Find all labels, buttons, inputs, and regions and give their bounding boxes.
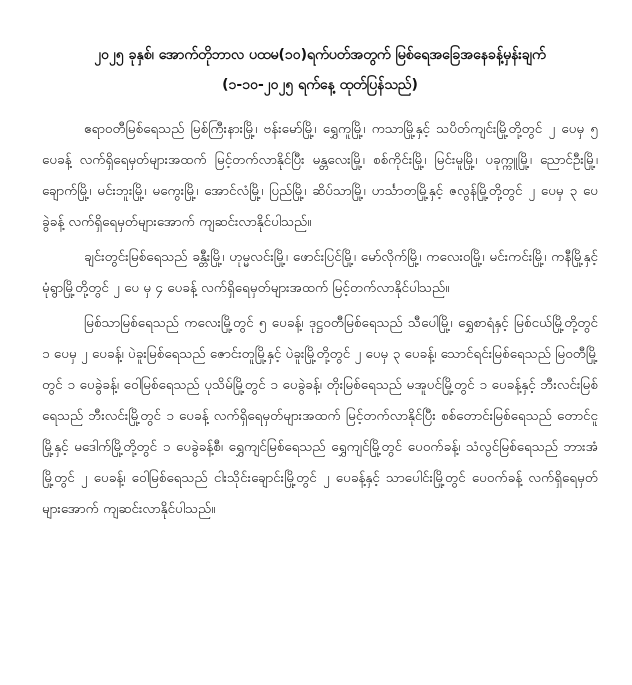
- document-title: ၂၀၂၅ ခုနှစ်၊ အောက်တိုဘာလ ပထမ(၁၀)ရက်ပတ်အတွက် မြစ်ရေအခြေအနေခန့်မှန်းချက်: [94, 47, 546, 63]
- paragraph-other-rivers: မြစ်သာမြစ်ရေသည် ကလေးမြို့တွင် ၅ ပေခန့်၊ ဒုဋ္ဌဝတီမြစ်ရေသည် သီပေါမြို့၊ ရွှေစာရံနှင့် မြစ်ငယ်မြို့တို့တွင် ၁ ပေမှ ၂ ပေခန့်၊ ပဲခူးမြစ်ရေသည် ဇောင်းတူမြို့နှင့် ပဲခူးမြို့တို့တွင် ၂ ပေမှ ၃ ပေခန့်၊ သောင်ရင်းမြစ်ရေသည် မြဝတီမြို့တွင် ၁ ပေခွဲခန့်၊ ဝေါမြစ်ရေသည် ပုသိမ်မြို့တွင် ၁ ပေခွဲခန့်၊ တိုးမြစ်ရေသည် မအူပင်မြို့တွင် ၁ ပေခန့်နှင့် ဘီးလင်းမြစ်ရေသည် ဘီးလင်းမြို့တွင် ၁ ပေခန့် လက်ရှိရေမှတ်များအထက် မြင့်တက်လာနိုင်ပြီး စစ်တောင်းမြစ်ရေသည် တောင်ငူမြို့နှင့် မဒေါက်မြို့တို့တွင် ၁ ပေခွဲခန့်စီ၊ ရွှေကျင်မြစ်ရေသည် ရွှေကျင်မြို့တွင် ပေဝက်ခန့်၊ သံလွင်မြစ်ရေသည် ဘားအံမြို့တွင် ၂ ပေခန့်၊ ဝေါမြစ်ရေသည် ငါးသိုင်းချောင်းမြို့တွင် ၂ ပေခန့်နှင့် သာပေါင်းမြို့တွင် ပေဝက်ခန့် လက်ရှိရေမှတ်များအောက် ကျဆင်းလာနိုင်ပါသည်။: [42, 315, 598, 517]
- paragraph-ayeyarwady: ဧရာဝတီမြစ်ရေသည် မြစ်ကြီးနားမြို့၊ ဗန်းမော်မြို့၊ ရွှေကူမြို့၊ ကသာမြို့နှင့် သပိတ်ကျင်းမြို့တို့တွင် ၂ ပေမှ ၅ ပေခန့် လက်ရှိရေမှတ်များအထက် မြင့်တက်လာနိုင်ပြီး မန္တလေးမြို့၊ စစ်ကိုင်းမြို့၊ မြင်းမူမြို့၊ ပခုက္ကူမြို့၊ ညောင်ဦးမြို့၊ ချောက်မြို့၊ မင်းဘူးမြို့၊ မကွေးမြို့၊ အောင်လံမြို့၊ ပြည်မြို့၊ ဆိပ်သာမြို့၊ ဟင်္သာတမြို့နှင့် ဇလွန်မြို့တို့တွင် ၂ ပေမှ ၃ ပေခွဲခန့် လက်ရှိရေမှတ်များအောက် ကျဆင်းလာနိုင်ပါသည်။: [42, 121, 598, 230]
- document-subtitle: (၁-၁၀-၂၀၂၅ ရက်နေ့ ထုတ်ပြန်သည်): [222, 77, 418, 93]
- paragraph-chindwin: ချင်းတွင်းမြစ်ရေသည် ခန္တီးမြို့၊ ဟုမ္မလင်းမြို့၊ ဖောင်းပြင်မြို့၊ မော်လိုက်မြို့၊ ကလေးဝမြို့၊ မင်းကင်းမြို့၊ ကနီမြို့နှင့် မုံရွာမြို့တို့တွင် ၂ ပေ မှ ၄ ပေခန့် လက်ရှိရေမှတ်များအထက် မြင့်တက်လာနိုင်ပါသည်။: [42, 249, 598, 296]
